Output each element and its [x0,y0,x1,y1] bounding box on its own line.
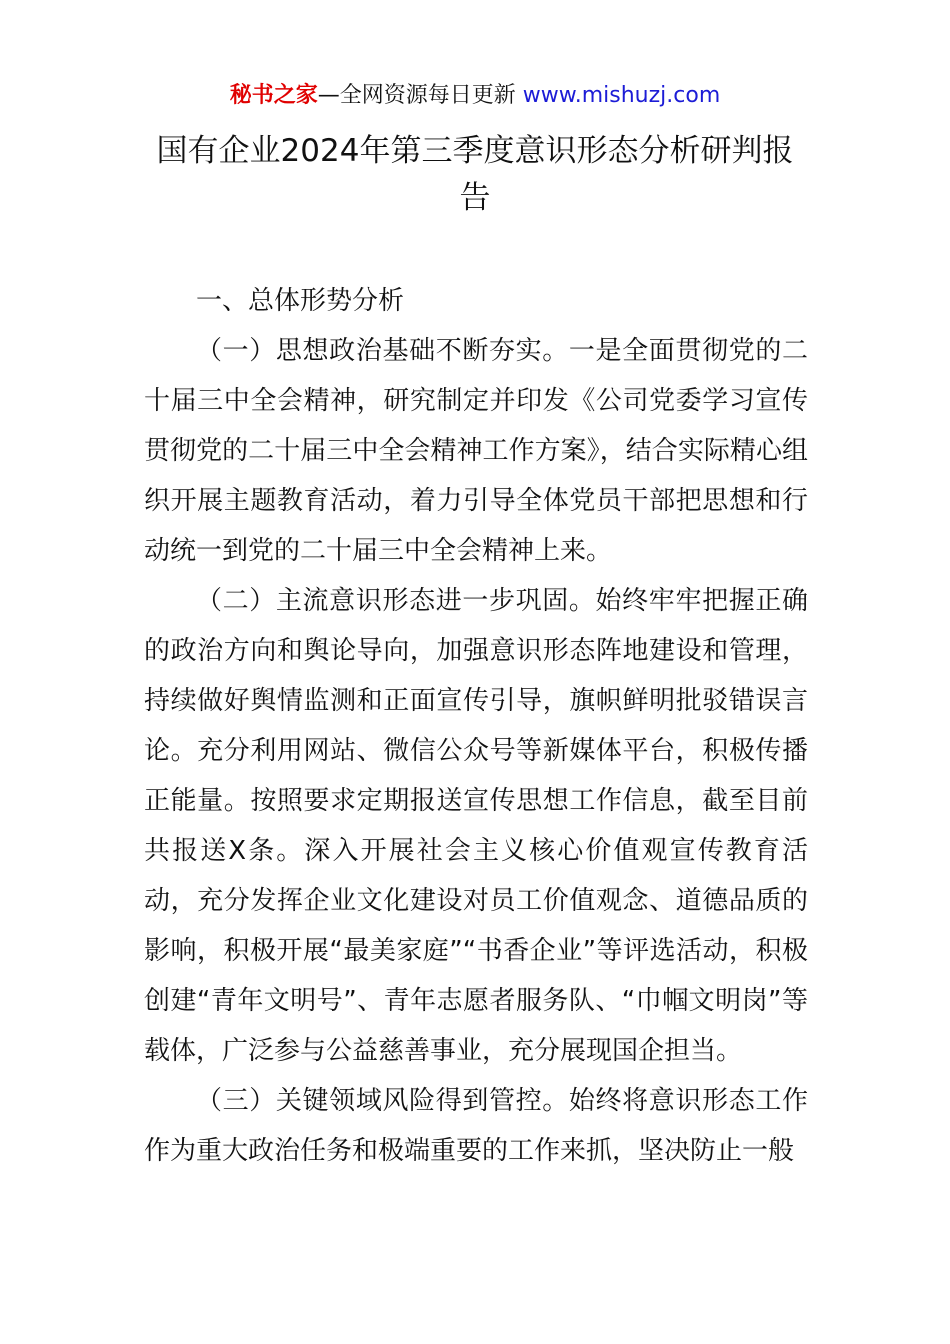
brand-name: 秘书之家 [229,83,318,108]
document-body [144,276,808,1176]
site-header [0,80,950,112]
paragraph-1: （一）思想政治基础不断夯实。一是全面贯彻党的二十届三中全会精神，研究制定并印发《公司党委学习宣传贯彻党的二十届三中全会精神工作方案》，结合实际精心组织开展主题教育活动，着力引导全体党员干部把思想和行动统一到党的二十届三中全会精神上来。 [144,336,808,566]
paragraph-3: （三）关键领域风险得到管控。始终将意识形态工作作为重大政治任务和极端重要的工作来抓，坚决防止一般 [144,1086,808,1166]
section-heading: 一、总体形势分析 [196,286,405,316]
document-title: 国有企业2024年第三季度意识形态分析研判报告 [156,133,794,216]
site-url-link[interactable]: www.mishuzj.com [522,83,721,108]
paragraph-2: （二）主流意识形态进一步巩固。始终牢牢把握正确的政治方向和舆论导向，加强意识形态阵地建设和管理，持续做好舆情监测和正面宣传引导，旗帜鲜明批驳错误言论。充分利用网站、微信公众号等新媒体平台，积极传播正能量。按照要求定期报送宣传思想工作信息，截至目前共报送X条。深入开展社会主义核心价值观宣传教育活动，充分发挥企业文化建设对员工价值观念、道德品质的影响，积极开展“最美家庭”“书香企业”等评选活动，积极创建“青年文明号”、青年志愿者服务队、“巾帼文明岗”等载体，广泛参与公益慈善事业，充分展现国企担当。 [144,586,808,1066]
header-tagline: —全网资源每日更新 [317,83,523,108]
